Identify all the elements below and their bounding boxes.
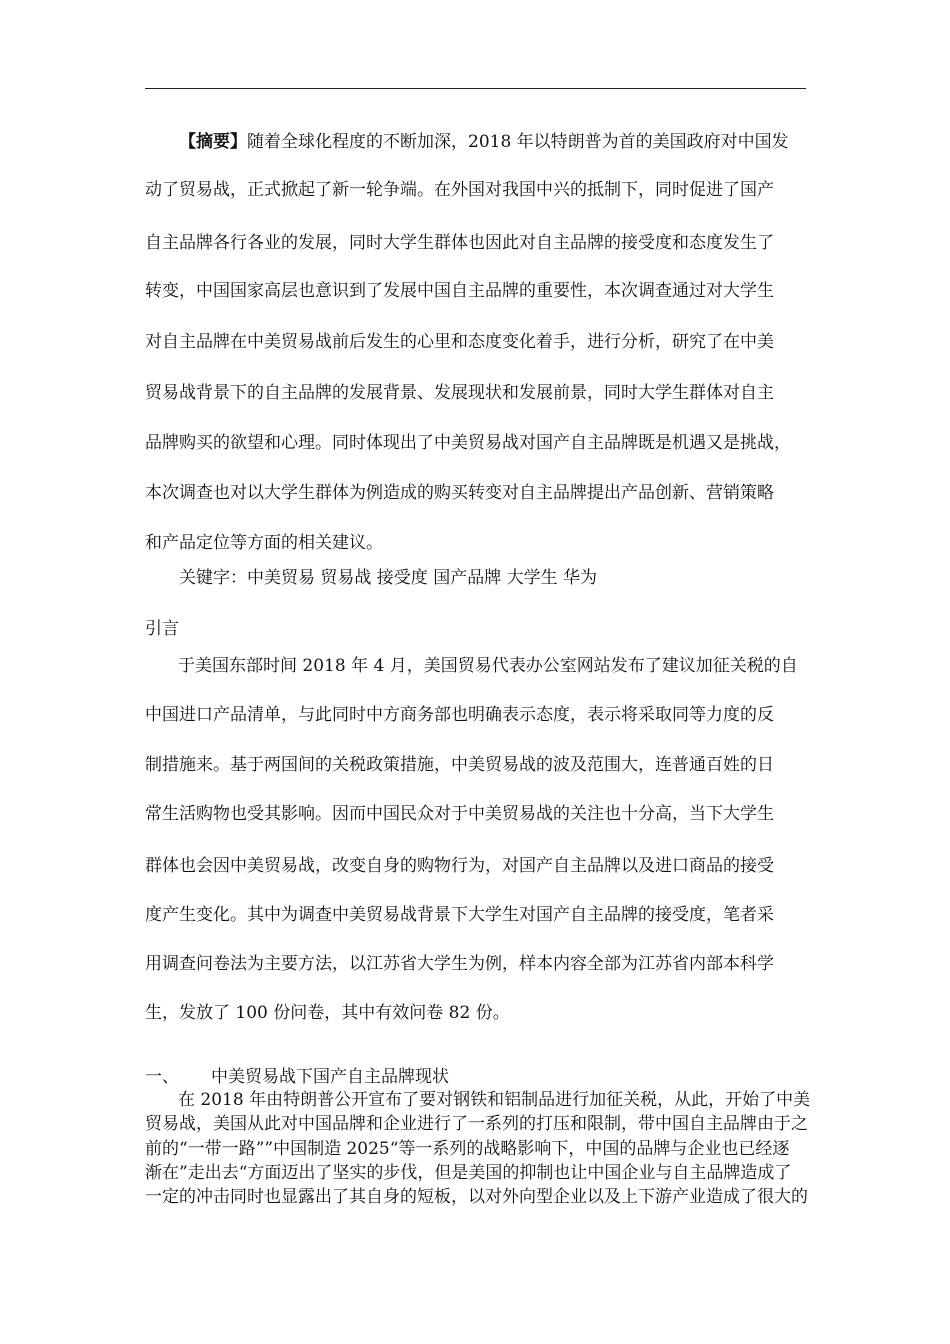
keywords-text: 中美贸易 贸易战 接受度 国产品牌 大学生 华为 — [247, 568, 598, 588]
section-number: 一、 — [145, 1067, 179, 1087]
abstract-label: 【摘要】 — [179, 132, 247, 152]
section-title: 中美贸易战下国产自主品牌现状 — [211, 1067, 449, 1087]
section-heading — [145, 1067, 449, 1087]
intro-line: 生，发放了 100 份问卷，其中有效问卷 82 份。 — [145, 1003, 510, 1023]
section-line: 一定的冲击同时也显露出了其自身的短板，以对外向型企业以及上下游产业造成了很大的 — [145, 1187, 808, 1207]
section-line: 在 2018 年由特朗普公开宣布了要对钢铁和铝制品进行加征关税，从此，开始了中美 — [178, 1090, 811, 1110]
abstract-line: 本次调查也对以大学生群体为例造成的购买转变对自主品牌提出产品创新、营销策略 — [145, 483, 774, 503]
abstract-line: 对自主品牌在中美贸易战前后发生的心里和态度变化着手，进行分析，研究了在中美 — [145, 332, 774, 352]
intro-line: 制措施来。基于两国间的关税政策措施，中美贸易战的波及范围大，连普通百姓的日 — [145, 755, 774, 775]
intro-line: 用调查问卷法为主要方法，以江苏省大学生为例，样本内容全部为江苏省内部本科学 — [145, 954, 774, 974]
abstract-line: 贸易战背景下的自主品牌的发展背景、发展现状和发展前景，同时大学生群体对自主 — [145, 383, 774, 403]
abstract-line: 和产品定位等方面的相关建议。 — [145, 533, 383, 553]
section-line: 贸易战，美国从此对中国品牌和企业进行了一系列的打压和限制，带中国自主品牌由于之 — [145, 1114, 808, 1134]
abstract-line: 转变，中国国家高层也意识到了发展中国自主品牌的重要性，本次调查通过对大学生 — [145, 281, 774, 301]
intro-line: 度产生变化。其中为调查中美贸易战背景下大学生对国产自主品牌的接受度，笔者采 — [145, 905, 774, 925]
abstract-line: 【摘要】随着全球化程度的不断加深，2018 年以特朗普为首的美国政府对中国发 — [179, 132, 789, 152]
keywords-line — [179, 568, 597, 588]
abstract-line: 品牌购买的欲望和心理。同时体现出了中美贸易战对国产自主品牌既是机遇又是挑战， — [145, 433, 791, 453]
section-line: 渐在”走出去“方面迈出了坚实的步伐，但是美国的抑制也让中国企业与自主品牌造成了 — [145, 1163, 792, 1183]
section-line: 前的“一带一路””中国制造 2025“等一系列的战略影响下，中国的品牌与企业也已经逐 — [145, 1139, 790, 1159]
intro-heading: 引言 — [145, 619, 179, 639]
intro-line: 于美国东部时间 2018 年 4 月，美国贸易代表办公室网站发布了建议加征关税的自 — [178, 656, 798, 676]
intro-line: 中国进口产品清单，与此同时中方商务部也明确表示态度，表示将采取同等力度的反 — [145, 705, 774, 725]
keywords-label: 关键字： — [179, 568, 247, 588]
intro-line: 群体也会因中美贸易战，改变自身的购物行为，对国产自主品牌以及进口商品的接受 — [145, 856, 774, 876]
abstract-line: 自主品牌各行各业的发展，同时大学生群体也因此对自主品牌的接受度和态度发生了 — [145, 233, 774, 253]
abstract-line: 动了贸易战，正式掀起了新一轮争端。在外国对我国中兴的抵制下，同时促进了国产 — [145, 180, 774, 200]
intro-line: 常生活购物也受其影响。因而中国民众对于中美贸易战的关注也十分高，当下大学生 — [145, 804, 774, 824]
header-rule — [145, 88, 806, 89]
